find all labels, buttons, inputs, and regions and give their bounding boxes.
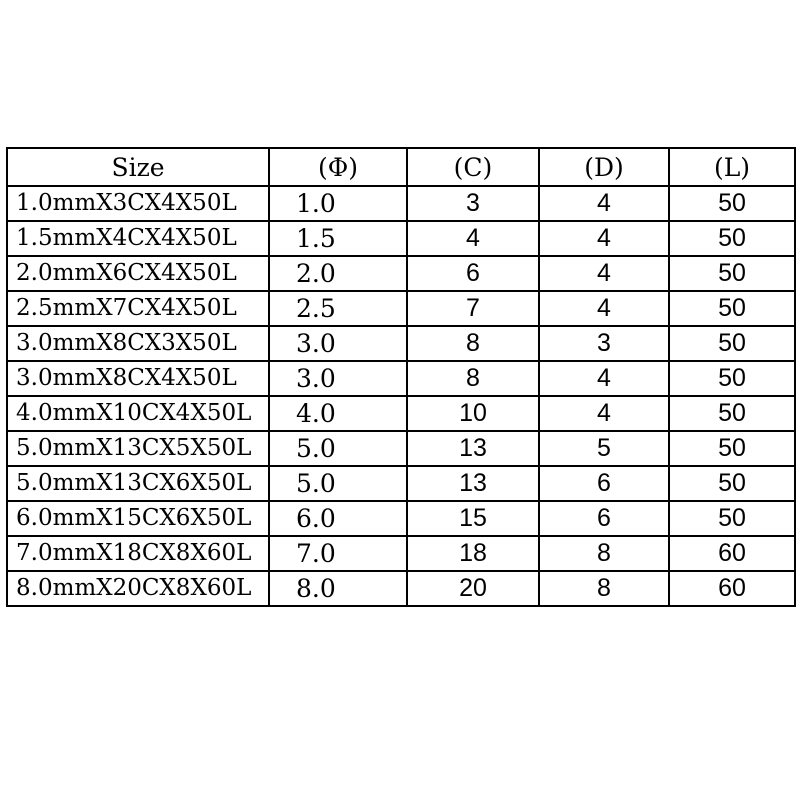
l-cell: 60 <box>669 571 795 606</box>
size-cell: 5.0mmX13CX6X50L <box>7 466 269 501</box>
d-cell: 4 <box>539 291 669 326</box>
table-body <box>7 148 795 606</box>
size-cell: 1.5mmX4CX4X50L <box>7 221 269 256</box>
phi-cell: 1.5 <box>269 221 407 256</box>
d-cell: 3 <box>539 326 669 361</box>
phi-cell: 7.0 <box>269 536 407 571</box>
size-cell: 1.0mmX3CX4X50L <box>7 186 269 221</box>
size-cell: 7.0mmX18CX8X60L <box>7 536 269 571</box>
c-cell: 13 <box>407 466 539 501</box>
d-cell: 8 <box>539 571 669 606</box>
l-cell: 50 <box>669 186 795 221</box>
phi-cell: 5.0 <box>269 466 407 501</box>
l-cell: 50 <box>669 396 795 431</box>
c-cell: 15 <box>407 501 539 536</box>
phi-cell: 8.0 <box>269 571 407 606</box>
c-cell: 10 <box>407 396 539 431</box>
d-cell: 4 <box>539 186 669 221</box>
l-cell: 50 <box>669 291 795 326</box>
l-cell: 50 <box>669 361 795 396</box>
table-row <box>7 256 795 291</box>
phi-cell: 6.0 <box>269 501 407 536</box>
size-cell: 8.0mmX20CX8X60L <box>7 571 269 606</box>
l-cell: 50 <box>669 501 795 536</box>
d-cell: 5 <box>539 431 669 466</box>
phi-cell: 2.5 <box>269 291 407 326</box>
header-l: (L) <box>669 148 795 186</box>
table-row <box>7 501 795 536</box>
header-row <box>7 148 795 186</box>
size-cell: 6.0mmX15CX6X50L <box>7 501 269 536</box>
table-row <box>7 536 795 571</box>
size-cell: 5.0mmX13CX5X50L <box>7 431 269 466</box>
c-cell: 6 <box>407 256 539 291</box>
table-row <box>7 221 795 256</box>
size-cell: 4.0mmX10CX4X50L <box>7 396 269 431</box>
c-cell: 3 <box>407 186 539 221</box>
size-cell: 2.0mmX6CX4X50L <box>7 256 269 291</box>
l-cell: 60 <box>669 536 795 571</box>
c-cell: 8 <box>407 326 539 361</box>
header-size: Size <box>7 148 269 186</box>
c-cell: 20 <box>407 571 539 606</box>
spec-table <box>6 147 796 607</box>
c-cell: 13 <box>407 431 539 466</box>
c-cell: 7 <box>407 291 539 326</box>
c-cell: 8 <box>407 361 539 396</box>
header-d: (D) <box>539 148 669 186</box>
size-cell: 3.0mmX8CX3X50L <box>7 326 269 361</box>
d-cell: 4 <box>539 221 669 256</box>
table-row <box>7 466 795 501</box>
c-cell: 18 <box>407 536 539 571</box>
c-cell: 4 <box>407 221 539 256</box>
table-row <box>7 291 795 326</box>
table-row <box>7 571 795 606</box>
l-cell: 50 <box>669 431 795 466</box>
l-cell: 50 <box>669 466 795 501</box>
size-cell: 2.5mmX7CX4X50L <box>7 291 269 326</box>
d-cell: 8 <box>539 536 669 571</box>
l-cell: 50 <box>669 326 795 361</box>
phi-cell: 3.0 <box>269 326 407 361</box>
phi-cell: 4.0 <box>269 396 407 431</box>
phi-cell: 2.0 <box>269 256 407 291</box>
table-row <box>7 396 795 431</box>
l-cell: 50 <box>669 221 795 256</box>
header-c: (C) <box>407 148 539 186</box>
d-cell: 4 <box>539 396 669 431</box>
table-row <box>7 361 795 396</box>
phi-cell: 3.0 <box>269 361 407 396</box>
table-row <box>7 431 795 466</box>
table-row <box>7 326 795 361</box>
header-phi: (Φ) <box>269 148 407 186</box>
phi-cell: 1.0 <box>269 186 407 221</box>
d-cell: 6 <box>539 466 669 501</box>
table-row <box>7 186 795 221</box>
d-cell: 6 <box>539 501 669 536</box>
size-cell: 3.0mmX8CX4X50L <box>7 361 269 396</box>
l-cell: 50 <box>669 256 795 291</box>
d-cell: 4 <box>539 256 669 291</box>
d-cell: 4 <box>539 361 669 396</box>
phi-cell: 5.0 <box>269 431 407 466</box>
